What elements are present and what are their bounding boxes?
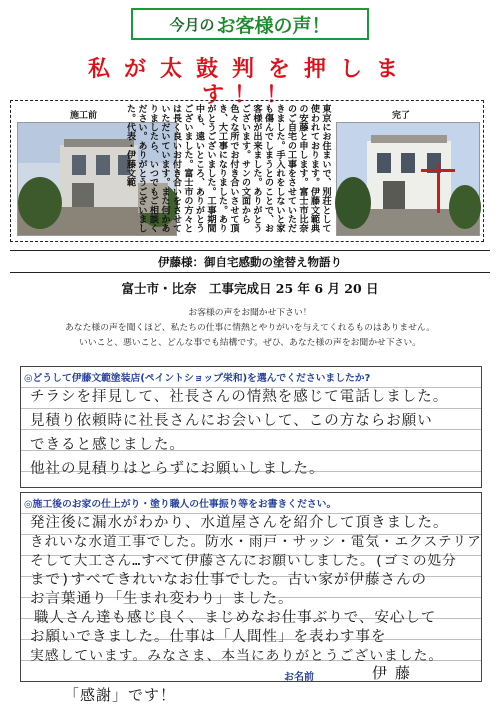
- answer-2-line: お願いできました。仕事は「人間性」を表わす事を: [30, 629, 387, 645]
- answer-2-line: 実感しています。みなさま、本当にありがとうございました。: [30, 648, 444, 664]
- answer-1-line: できると感じました。: [30, 437, 185, 453]
- intro-line-1: お客様の声をお聞かせ下さい！: [188, 308, 312, 318]
- intro-line-2: あなた様の声を聞くほど、私たちの仕事に情熱とやりがいを与えてくれるものはありません。: [65, 323, 435, 333]
- location-and-date: 富士市・比奈 工事完成日 25 年 6 月 20 日: [121, 281, 379, 296]
- answer-1-line: 他社の見積りはとらずにお願いしました。: [30, 461, 325, 477]
- answer-2-line: 職人さん達も感じ良く、まじめなお仕事ぶりで、安心して: [34, 610, 437, 626]
- after-photo: [336, 122, 480, 236]
- question-1-label: ◎どうして伊藤文範塗装店(ペイントショップ栄和)を選んでくださいましたか?: [24, 370, 374, 384]
- band-rule-top: [10, 250, 490, 251]
- answer-2-line: きれいな水道工事でした。防水・雨戸・サッシ・電気・エクステリア: [30, 534, 482, 550]
- page-header: [131, 8, 369, 40]
- answer-2-line: お言葉通り「生まれ変わり」ました。: [30, 591, 294, 607]
- intro-line-3: いいこと、悪いこと、どんな事でも結構です。ぜひ、あなた様の声をお聞かせ下さい。: [78, 338, 422, 348]
- name-label: お名前: [284, 672, 314, 683]
- after-photo-label: 完了: [392, 111, 411, 121]
- answer-2-line: 発注後に漏水がわかり、水道屋さんを紹介して頂きました。: [30, 515, 449, 531]
- story-title: 伊藤様：御自宅感動の塗替え物語り: [158, 255, 342, 269]
- customer-name: 伊藤: [372, 664, 419, 682]
- headline-line-1: 私が太鼓判を押しま: [87, 56, 412, 82]
- question-2-label: ◎施工後のお家の仕上がり・塗り職人の仕事振り等をお書きください。: [24, 496, 340, 510]
- before-photo-label: 施工前: [70, 111, 98, 121]
- closing-gratitude: 「感謝」です！: [64, 686, 177, 704]
- answer-2-line: まで)すべてきれいなお仕事でした。古い家が伊藤さんの: [30, 572, 427, 588]
- header-small-text: 今月の: [169, 15, 215, 34]
- band-rule-bottom: [10, 272, 490, 273]
- headline-line-2: す！！: [201, 82, 298, 108]
- house-after-image: [337, 123, 479, 235]
- header-big-text: お客様の声！: [216, 14, 331, 37]
- answer-1-line: 見積り依頼時に社長さんにお会いして、この方ならお願い: [30, 413, 433, 429]
- testimonial-excerpt: 東京にお住まいで、別荘として使われております。伊藤文範典の安藤と申します。富士市比奈のご自宅の工事をさせていただきました。手入れをしないと家も傷んでしまうとのことで、お客様が出来ました。ありがとうございます。サンの文面から色々な所でお付き合いさせて頂き、大工事になりました。ありがとうございました。工事期間中も、遠いところ、ありがとうございました。富士市の方々とは長く良いお付き合いをさせていただいています。また何かありましたら、いつでもご相談ください。ありがとうございました。代表・伊藤文範: [124, 104, 331, 233]
- answer-1-line: チラシを拝見して、社長さんの情熱を感じて電話しました。: [30, 389, 449, 405]
- answer-2-line: そして大工さん…すべて伊藤さんにお願いしました。(ゴミの処分: [30, 553, 457, 569]
